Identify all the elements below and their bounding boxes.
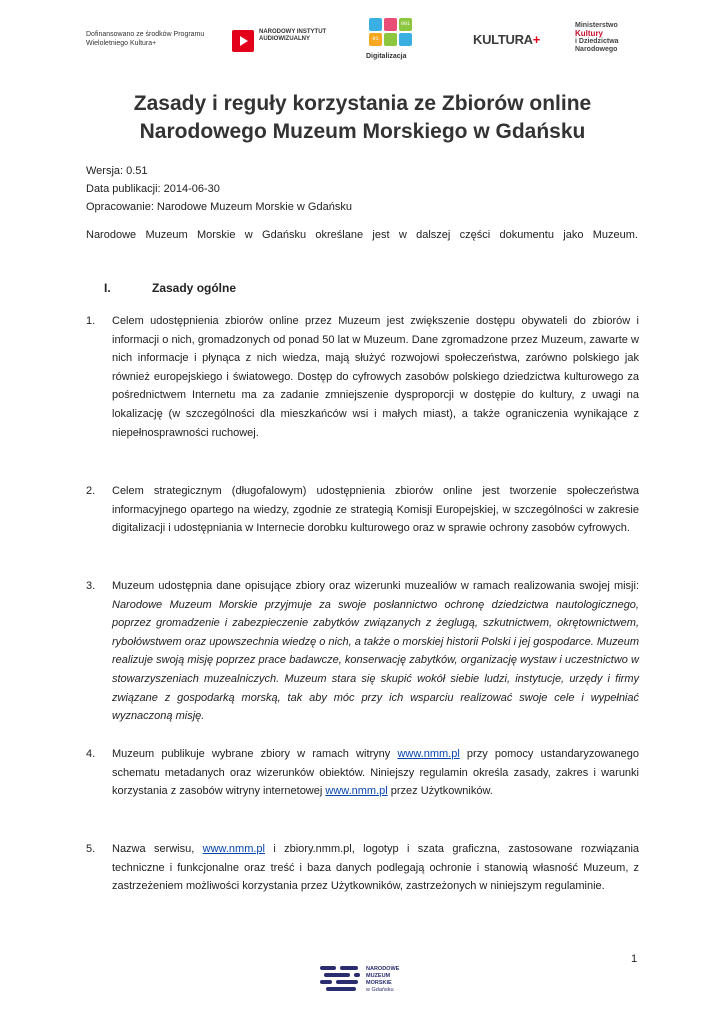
list-item-text: Nazwa serwisu, www.nmm.pl i zbiory.nmm.pl, logotyp i szata graficzna, zastosowane rozwiązania techniczne i funkcjonalne oraz treść i baza danych podlegają ochronie i stanowią własność Muzeum, z zastrzeżeniem możliwości korzystania przez Użytkowników, zastrzeżonych w niniejszym regulaminie.: [112, 843, 639, 893]
list-item-number: 2.: [86, 485, 96, 497]
nmm-website-link[interactable]: www.nmm.pl: [397, 748, 460, 760]
digit-cell: 01: [369, 33, 382, 46]
ministry-line-2: Kultury: [575, 29, 603, 38]
mission-intro-text: Muzeum udostępnia dane opisujące zbiory oraz wizerunki muzealiów w ramach realizowania swojej misji:: [112, 580, 639, 592]
list-item: [86, 840, 639, 896]
list-item-number: 3.: [86, 580, 96, 592]
kultura-text: KULTURA: [473, 32, 533, 47]
list-item: [86, 482, 639, 538]
funding-note: Dofinansowano ze środków Programu Wieloletniego Kultura+: [86, 31, 205, 47]
digitalizacja-logo: [366, 18, 416, 66]
kultura-plus-sign: +: [532, 32, 541, 47]
list-item-text: Muzeum publikuje wybrane zbiory w ramach witryny www.nmm.pl przy pomocy ustandaryzowanego schematu metadanych oraz wizerunków obiektów. Niniejszy regulamin określa zasady, zakres i warunki korzystania z zasobów witryny internetowej www.nmm.pl przez Użytkowników.: [112, 748, 639, 798]
digit-cell: 001: [399, 18, 412, 31]
ministry-line-3: i Dziedzictwa: [575, 38, 619, 45]
nmm-waves-icon: [318, 964, 362, 996]
ministry-line-4: Narodowego: [575, 46, 618, 53]
ministry-line-1: Ministerstwo: [575, 22, 618, 29]
list-item: [86, 312, 639, 442]
section-heading: [104, 281, 236, 295]
nia-logo: [232, 26, 327, 56]
digitalizacja-grid-icon: [369, 18, 413, 48]
section-title: Zasady ogólne: [152, 281, 237, 295]
nmm-website-link[interactable]: www.nmm.pl: [202, 843, 265, 855]
author-line: Opracowanie: Narodowe Muzeum Morskie w Gdańsku: [86, 201, 352, 213]
kultura-plus-logo: [473, 32, 540, 47]
document-title: [60, 90, 665, 146]
nmm-footer-text: NARODOWE MUZEUM MORSKIE w Gdańsku: [366, 966, 400, 993]
header-logos: [86, 18, 646, 68]
list-item: [86, 745, 639, 801]
page-number: 1: [631, 953, 638, 965]
list-item-text: Celem strategicznym (długofalowym) udostępnienia zbiorów online jest tworzenie społeczeństwa informacyjnego opartego na wiedzy, zgodnie ze strategią Komisji Europejskiej, w szczególności w zakresie digitalizacji i udostępniania w Internecie dorobku kulturowego oraz w sprawie ochrony zasobów cyfrowych.: [112, 485, 639, 535]
nia-logo-text: NARODOWY INSTYTUT AUDIOWIZUALNY: [259, 29, 327, 42]
ministry-logo: [575, 22, 650, 54]
version-line: Wersja: 0.51: [86, 165, 148, 177]
list-item-number: 1.: [86, 315, 96, 327]
list-item-number: 4.: [86, 748, 96, 760]
list-item-number: 5.: [86, 843, 96, 855]
nmm-website-link[interactable]: www.nmm.pl: [325, 785, 388, 798]
title-line-2: Narodowego Muzeum Morskiego w Gdańsku: [139, 120, 586, 143]
play-icon: [232, 30, 254, 52]
list-item: [86, 577, 639, 726]
list-item-text: [112, 577, 639, 726]
digitalizacja-label: Digitalizacja: [366, 53, 407, 60]
mission-statement: Narodowe Muzeum Morskie przyjmuje za swoje posłannictwo ochronę dziedzictwa nautologicznego, poprzez gromadzenie i zabezpieczenie zabytków związanych z żeglugą, szkutnictwem, okrętownictwem, rybołówstwem oraz upowszechnia wiedzę o nich, a także o morskiej historii Polski i jej gospodarce. Muzeum realizuje swoją misję poprzez prace badawcze, konserwację zabytków, organizację wystaw i uczestnictwo w stowarzyszeniach muzealniczych. Muzeum stara się skupić wokół siebie ludzi, instytucje, urzędy i firmy związane z gospodarką morską, tak aby móc przy ich wsparciu realizować swoje cele i wypełniać wyznaczoną misję.: [112, 598, 640, 723]
publication-date-line: Data publikacji: 2014-06-30: [86, 183, 220, 195]
section-number: I.: [104, 281, 111, 295]
document-meta: [86, 162, 352, 216]
title-line-1: Zasady i reguły korzystania ze Zbiorów online: [133, 92, 592, 115]
list-item-text: Celem udostępnienia zbiorów online przez Muzeum jest zwiększenie dostępu obywateli do zbiorów i informacji o nich, gromadzonych od ponad 50 lat w Muzeum. Dane zgromadzone przez Muzeum, zawarte w nich informacje i płynąca z nich wiedza, mają służyć rozwojowi społeczeństwa, zarówno polskiego jak również europejskiego i światowego. Dostęp do cyfrowych zasobów polskiego dziedzictwa kulturowego za pośrednictwem Internetu ma za zadanie zmniejszenie dysproporcji w dostępie do kultury, z uwagi na lokalizację (w szczególności dla mieszkańców wsi i małych miast), a także ograniczenia wynikające z niepełnosprawności ruchowej.: [112, 315, 639, 439]
nmm-footer-logo: [318, 964, 418, 1004]
intro-paragraph: Narodowe Muzeum Morskie w Gdańsku określane jest w dalszej części dokumentu jako Muzeum.: [86, 229, 638, 241]
